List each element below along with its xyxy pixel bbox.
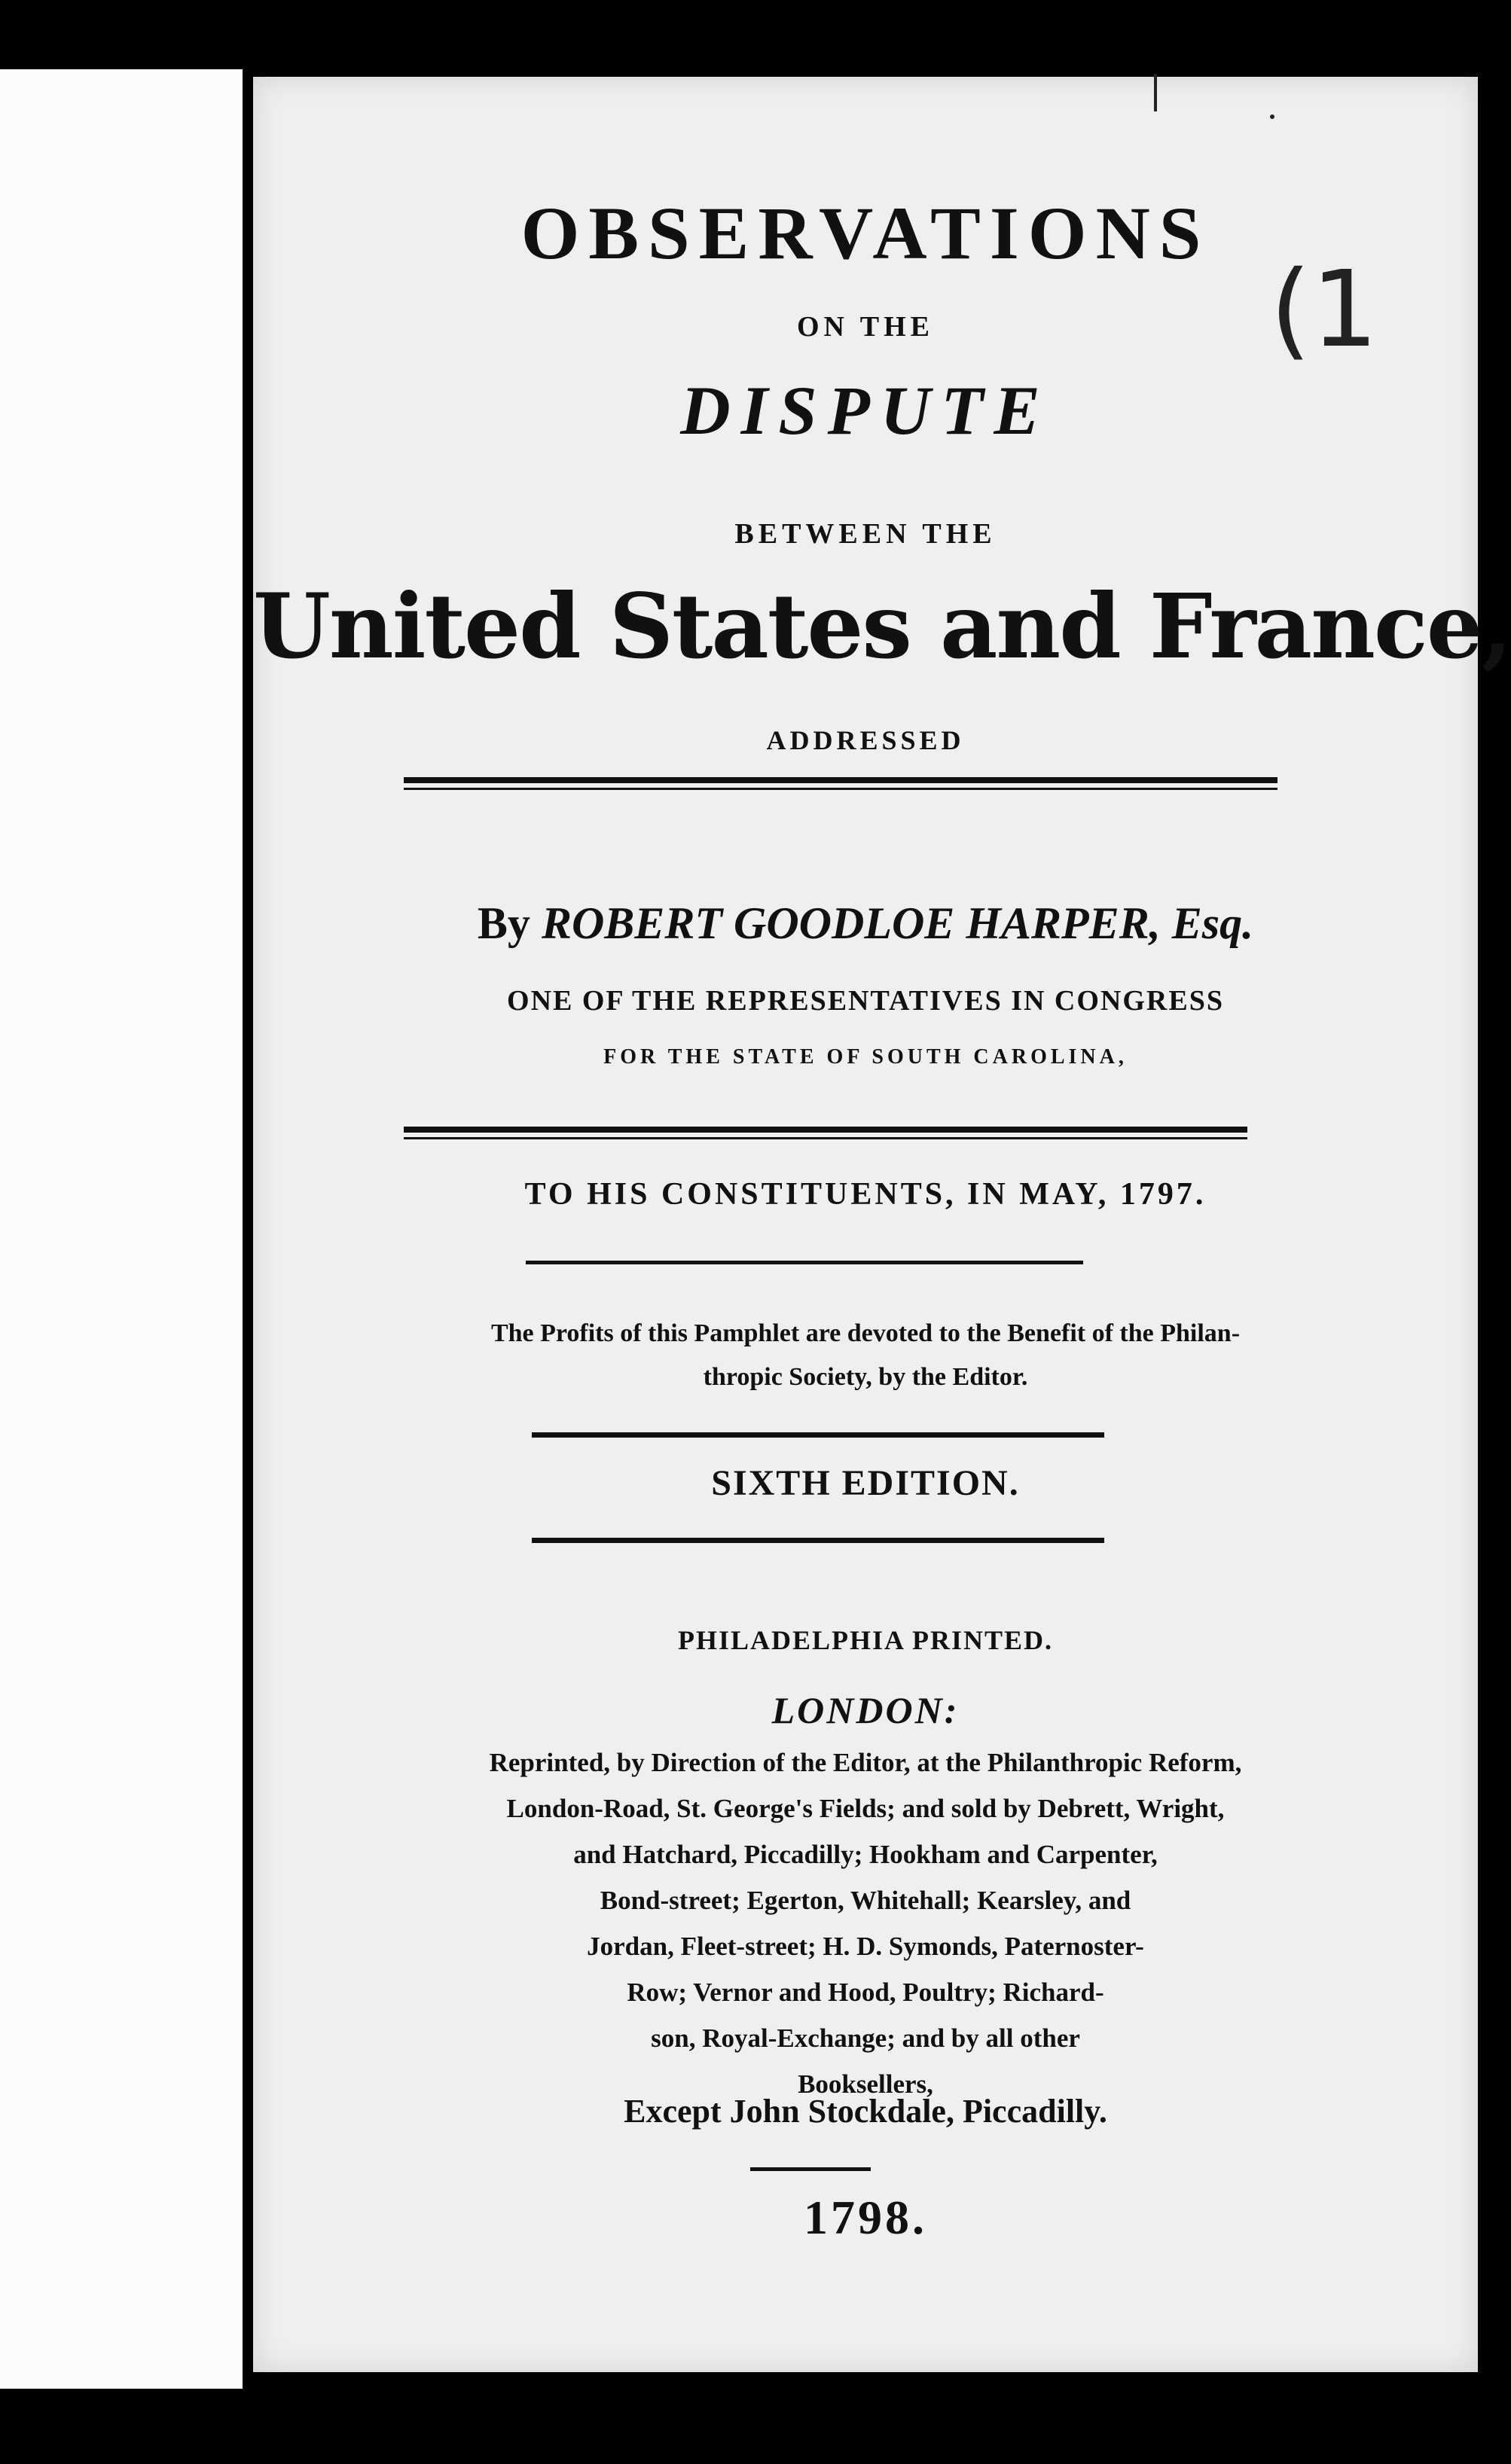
imprint-line: Bond-street; Egerton, Whitehall; Kearsley, and: [600, 1886, 1131, 1915]
ink-speck: [1270, 114, 1274, 119]
ink-mark: [1154, 74, 1157, 111]
profits-line-2: thropic Society, by the Editor.: [703, 1363, 1028, 1391]
subtitle-on-the: ON THE: [796, 311, 935, 343]
double-rule-1: [404, 777, 1277, 790]
imprint-text: [253, 1740, 1478, 2107]
rule-2: [532, 1432, 1104, 1438]
title-page: [253, 77, 1511, 2372]
except-line: Except John Stockdale, Piccadilly.: [624, 2093, 1107, 2130]
author-role: ONE OF THE REPRESENTATIVES IN CONGRESS: [507, 985, 1224, 1017]
author-name: ROBERT GOODLOE HARPER,: [541, 898, 1161, 948]
author-line: [253, 898, 1478, 950]
publication-year: 1798.: [804, 2191, 927, 2244]
imprint-line: Reprinted, by Direction of the Editor, at the Philanthropic Reform,: [489, 1748, 1242, 1777]
author-prefix: By: [477, 898, 530, 948]
imprint-line: Booksellers,: [798, 2069, 933, 2099]
imprint-line: and Hatchard, Piccadilly; Hookham and Carpenter,: [573, 1840, 1158, 1869]
author-suffix: Esq.: [1171, 898, 1254, 948]
imprint-line: Jordan, Fleet-street; H. D. Symonds, Paternoster-: [587, 1932, 1144, 1961]
double-rule-2: [404, 1127, 1247, 1139]
profits-line-1: The Profits of this Pamphlet are devoted to the Benefit of the Philan-: [490, 1319, 1241, 1347]
book-title: OBSERVATIONS: [520, 191, 1210, 275]
author-state: FOR THE STATE OF SOUTH CAROLINA,: [603, 1045, 1128, 1069]
subtitle-countries: United States and France,: [253, 574, 1511, 679]
subtitle-between: BETWEEN THE: [734, 518, 997, 550]
edition-label: SIXTH EDITION.: [711, 1463, 1020, 1503]
subtitle-dispute: DISPUTE: [680, 372, 1051, 449]
printed-place: PHILADELPHIA PRINTED.: [677, 1625, 1054, 1655]
profits-note: [253, 1312, 1478, 1399]
imprint-line: son, Royal-Exchange; and by all other: [651, 2023, 1080, 2053]
subtitle-addressed: ADDRESSED: [766, 725, 965, 755]
dedication-line: TO HIS CONSTITUENTS, IN MAY, 1797.: [524, 1177, 1207, 1212]
rule-3: [532, 1538, 1104, 1543]
rule-1: [526, 1261, 1083, 1264]
imprint-city: LONDON:: [771, 1689, 960, 1731]
pencil-annotation: (1: [1270, 249, 1378, 371]
rule-4: [750, 2167, 871, 2171]
facing-blank-page: [0, 69, 243, 2389]
imprint-line: London-Road, St. George's Fields; and sold by Debrett, Wright,: [506, 1794, 1225, 1823]
imprint-line: Row; Vernor and Hood, Poultry; Richard-: [627, 1978, 1104, 2007]
